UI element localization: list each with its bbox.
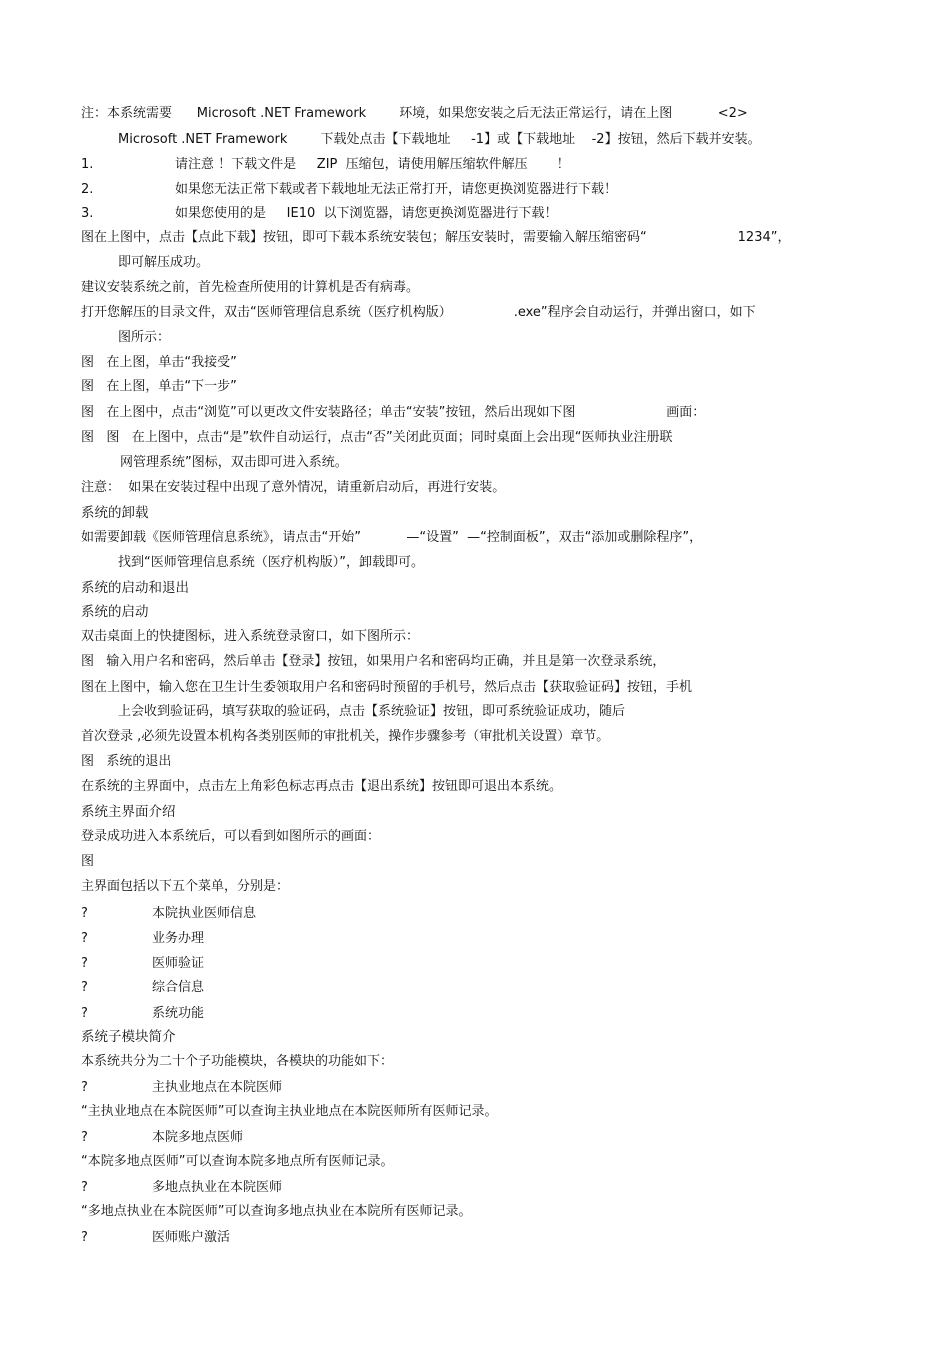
list-item: 如果您无法正常下载或者下载地址无法正常打开，请您更换浏览器进行下载！: [175, 182, 618, 197]
module-description: “主执业地点在本院医师”可以查询主执业地点在本院医师所有医师记录。: [81, 1104, 498, 1119]
paragraph-cont: 图所示：: [118, 330, 171, 345]
bullet: ?: [81, 1080, 88, 1095]
module-item: 本院多地点医师: [152, 1130, 244, 1145]
menu-list-item: 业务办理: [152, 931, 205, 946]
menu-list-item: 医师验证: [152, 956, 205, 971]
paragraph: 在系统的主界面中，点击左上角彩色标志再点击【退出系统】按钮即可退出本系统。: [81, 779, 563, 794]
module-item: 主执业地点在本院医师: [152, 1080, 283, 1095]
paragraph: 图在上图中，输入您在卫生计生委领取用户名和密码时预留的手机号，然后点击【获取验证码】按钮，手机: [81, 680, 693, 695]
bullet: ?: [81, 956, 88, 971]
paragraph-cont: 即可解压成功。: [118, 255, 210, 270]
list-item: 如果您使用的是 IE10 以下浏览器，请您更换浏览器进行下载！: [175, 206, 558, 221]
paragraph: 建议安装系统之前，首先检查所使用的计算机是否有病毒。: [81, 280, 420, 295]
bullet: ?: [81, 906, 88, 921]
paragraph-cont: 上会收到验证码，填写获取的验证码，点击【系统验证】按钮，即可系统验证成功，随后: [118, 704, 626, 719]
note-net-framework-cont: Microsoft .NET Framework 下载处点击【下载地址 -1】或【下载地址 -2】按钮，然后下载并安装。: [118, 132, 761, 147]
paragraph: 图 在上图，单击“我接受”: [81, 355, 237, 370]
section-heading: 系统的卸载: [81, 505, 149, 521]
paragraph: 双击桌面上的快捷图标，进入系统登录窗口，如下图所示：: [81, 629, 420, 644]
menu-list-item: 本院执业医师信息: [152, 906, 257, 921]
module-description: “本院多地点医师”可以查询本院多地点所有医师记录。: [81, 1154, 394, 1169]
bullet: ?: [81, 980, 88, 995]
paragraph: 登录成功进入本系统后，可以看到如图所示的画面：: [81, 829, 381, 844]
subsection-heading: 系统的启动: [81, 604, 149, 620]
menu-list-item: 系统功能: [152, 1006, 205, 1021]
bullet: ?: [81, 1180, 88, 1195]
module-item: 医师账户激活: [152, 1230, 231, 1245]
paragraph: 本系统共分为二十个子功能模块，各模块的功能如下：: [81, 1054, 394, 1069]
paragraph-cont: 网管理系统”图标，双击即可进入系统。: [120, 455, 348, 470]
section-heading: 系统子模块简介: [81, 1029, 176, 1045]
section-heading: 系统的启动和退出: [81, 580, 189, 596]
paragraph: 图 在上图，单击“下一步”: [81, 379, 237, 394]
paragraph: 打开您解压的目录文件，双击“医师管理信息系统（医疗机构版） .exe”程序会自动运行，并弹出窗口，如下: [81, 305, 756, 320]
list-number: 2.: [81, 182, 94, 197]
paragraph: 图 输入用户名和密码，然后单击【登录】按钮，如果用户名和密码均正确，并且是第一次登录系统，: [81, 654, 666, 669]
paragraph: 图 系统的退出: [81, 754, 172, 769]
bullet: ?: [81, 1130, 88, 1145]
paragraph-cont: 找到“医师管理信息系统（医疗机构版）”，卸载即可。: [118, 555, 424, 570]
module-item: 多地点执业在本院医师: [152, 1180, 283, 1195]
list-number: 3.: [81, 206, 94, 221]
figure-label: 图: [81, 854, 95, 869]
menu-list-item: 综合信息: [152, 980, 205, 995]
list-number: 1.: [81, 157, 94, 172]
list-item: 请注意 ！下载文件是 ZIP 压缩包，请使用解压缩软件解压 ！: [175, 157, 570, 172]
module-description: “多地点执业在本院医师”可以查询多地点执业在本院所有医师记录。: [81, 1204, 472, 1219]
paragraph: 图 图 在上图中，点击“是”软件自动运行，点击“否”关闭此页面；同时桌面上会出现“医师执业注册联: [81, 430, 673, 445]
section-heading: 系统主界面介绍: [81, 804, 176, 820]
paragraph: 图在上图中，点击【点此下载】按钮，即可下载本系统安装包；解压安装时，需要输入解压缩密码“ 1234”，: [81, 230, 791, 245]
note-net-framework: 注：本系统需要 Microsoft .NET Framework 环境，如果您安装之后无法正常运行，请在上图 <2>: [81, 106, 748, 121]
paragraph: 首次登录 ,必须先设置本机构各类别医师的审批机关，操作步骤参考（审批机关设置）章节。: [81, 729, 610, 744]
paragraph: 注意： 如果在安装过程中出现了意外情况，请重新启动后，再进行安装。: [81, 480, 506, 495]
bullet: ?: [81, 1006, 88, 1021]
paragraph: 如需要卸载《医师管理信息系统》，请点击“开始” —“设置” —“控制面板”，双击“添加或删除程序”，: [81, 530, 703, 545]
bullet: ?: [81, 1230, 88, 1245]
bullet: ?: [81, 931, 88, 946]
paragraph: 图 在上图中，点击“浏览”可以更改文件安装路径；单击“安装”按钮，然后出现如下图 画面：: [81, 405, 706, 420]
paragraph: 主界面包括以下五个菜单，分别是：: [81, 879, 290, 894]
